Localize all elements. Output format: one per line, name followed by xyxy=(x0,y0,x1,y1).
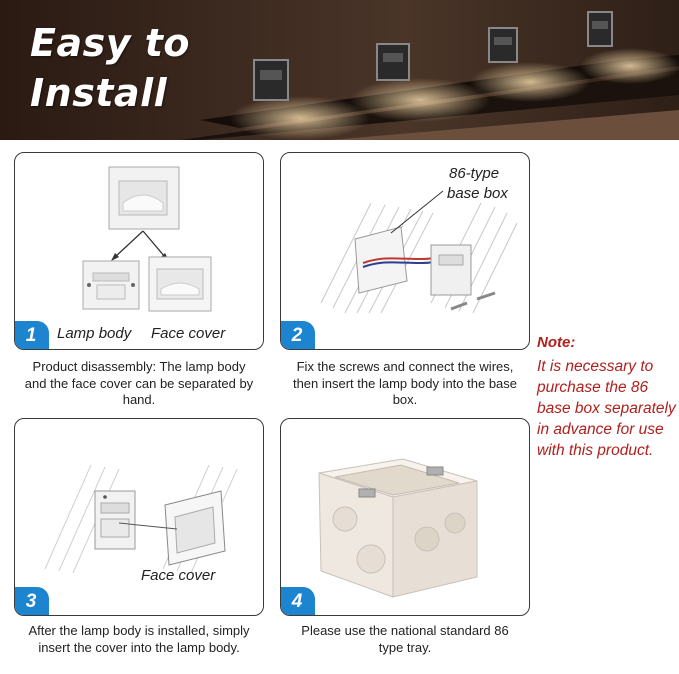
wiring-illustration xyxy=(281,153,529,349)
note-text: It is necessary to purchase the 86 base box separately in advance for use with this product. xyxy=(537,358,676,459)
step-lamp-icon xyxy=(377,44,409,80)
step-3-caption: After the lamp body is installed, simply insert the cover into the lamp body. xyxy=(28,623,250,655)
step-lamp-icon xyxy=(489,28,517,62)
disassembly-illustration xyxy=(15,153,263,349)
step-3-badge: 3 xyxy=(14,587,49,616)
note-title: Note: xyxy=(537,334,576,351)
step-1-badge: 1 xyxy=(14,321,49,350)
face-cover-label: Face cover xyxy=(141,567,216,584)
hero-title-line2: Install xyxy=(30,71,168,115)
cover-insert-illustration xyxy=(15,419,263,615)
step-1-panel xyxy=(14,152,264,350)
lamp-body-label: Lamp body xyxy=(57,325,132,342)
step-2-panel xyxy=(280,152,530,350)
step-2-caption: Fix the screws and connect the wires, then insert the lamp body into the base box. xyxy=(292,359,518,407)
step-lamp-icon xyxy=(588,12,612,46)
face-cover-label: Face cover xyxy=(151,325,226,342)
base-box-illustration xyxy=(281,419,529,615)
step-4-caption: Please use the national standard 86 type tray. xyxy=(301,623,509,655)
step-4-panel xyxy=(280,418,530,616)
step-1-caption: Product disassembly: The lamp body and the face cover can be separated by hand. xyxy=(24,359,254,407)
step-4-badge: 4 xyxy=(280,587,315,616)
hero-title xyxy=(30,18,190,118)
step-2-badge: 2 xyxy=(280,321,315,350)
step-lamp-icon xyxy=(254,60,288,100)
base-box-label-line2: base box xyxy=(447,185,508,202)
step-3-panel xyxy=(14,418,264,616)
hero-title-line1: Easy to xyxy=(30,21,190,65)
base-box-label-line1: 86-type xyxy=(449,165,500,182)
hero-banner xyxy=(0,0,679,140)
